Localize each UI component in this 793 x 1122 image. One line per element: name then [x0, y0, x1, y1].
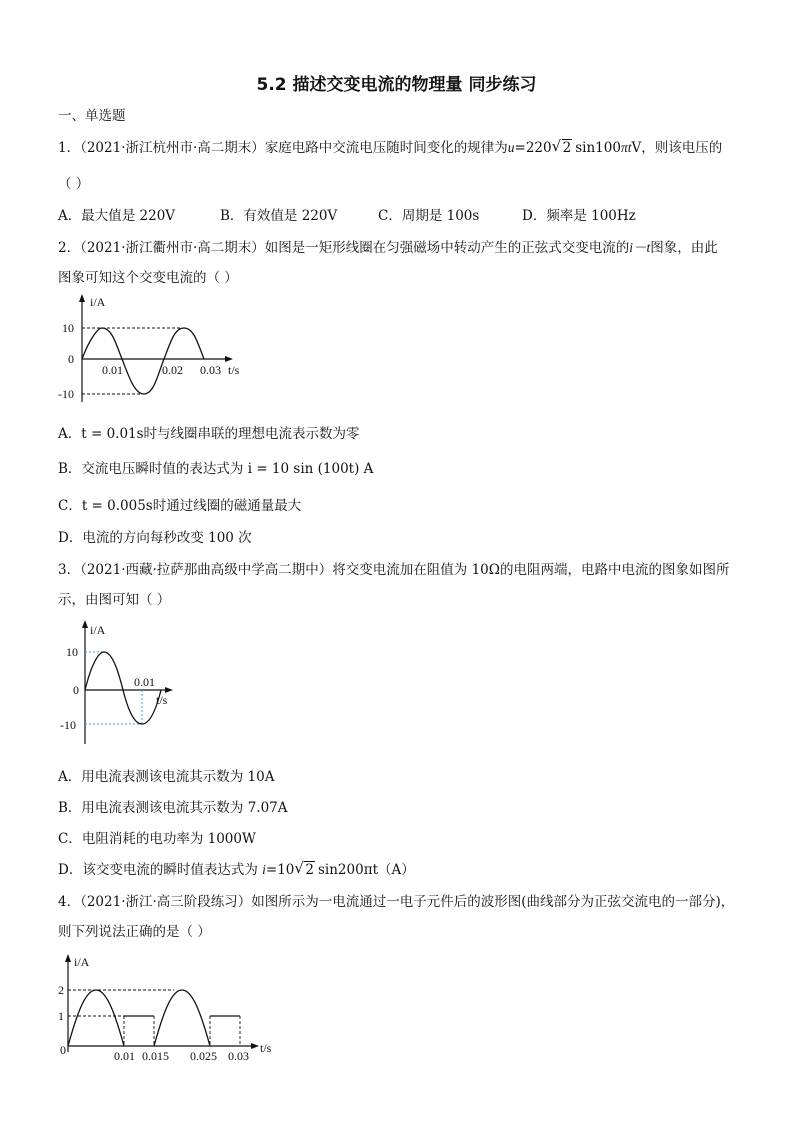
q2-option-c[interactable]: C．t = 0.005s时通过线圈的磁通量最大: [58, 498, 302, 514]
q4-x-tick-0015: 0.015: [142, 1049, 169, 1063]
q2-x-tick-002: 0.02: [162, 363, 183, 377]
q3-option-d-coef: =10: [265, 862, 295, 878]
q3-option-d-root: 2: [305, 862, 314, 878]
q4-half-wave-2: [154, 990, 210, 1046]
q3-y-tick-neg10: -10: [60, 718, 76, 732]
q3-graph: [58, 618, 188, 746]
q1-stem-line1: [58, 136, 722, 156]
q2-stem-line1: [58, 236, 718, 256]
q1-eq-root: 2: [562, 140, 572, 156]
q3-option-c[interactable]: C．电阻消耗的电功率为 1000W: [58, 831, 256, 847]
q2-stem-text2: 图象，由此: [650, 240, 718, 256]
q1-eq-t: t: [627, 140, 632, 155]
q1-stem-line2: （ ）: [58, 176, 90, 192]
q2-option-a[interactable]: A．t = 0.01s时与线圈串联的理想电流表示数为零: [58, 426, 360, 442]
q1-eq-var: u: [507, 140, 515, 155]
q3-y-tick-10: 10: [66, 645, 78, 659]
page-title: 5.2 描述交变电流的物理量 同步练习: [256, 75, 537, 95]
q2-y-tick-0: 0: [68, 352, 74, 366]
q3-y-label: i/A: [90, 623, 106, 637]
q3-option-d-text: D．该交变电流的瞬时值表达式为: [58, 862, 263, 878]
q2-x-arrow: [225, 356, 233, 362]
q3-option-d-i: i: [262, 862, 266, 877]
q4-half-wave-1: [68, 990, 124, 1046]
q1-option-d[interactable]: D．频率是 100Hz: [522, 208, 636, 224]
q4-x-tick-001: 0.01: [114, 1049, 135, 1063]
q2-x-tick-003: 0.03: [200, 363, 221, 377]
q3-option-a[interactable]: A．用电流表测该电流其示数为 10A: [58, 769, 275, 785]
q4-stem-line2: 则下列说法正确的是（ ）: [58, 924, 211, 940]
q1-eq-pi: π: [620, 140, 628, 155]
q4-y-tick-2: 2: [58, 983, 64, 997]
q2-graph: [58, 292, 258, 404]
q2-option-b[interactable]: B．交流电压瞬时值的表达式为 i = 10 sin (100t) A: [58, 461, 374, 477]
q2-y-label: i/A: [90, 295, 106, 309]
q1-eq-sin: sin100: [575, 140, 621, 156]
q2-x-tick-001: 0.01: [102, 363, 123, 377]
section-heading: 一、单选题: [58, 108, 126, 124]
q1-eq-coef: =220: [514, 140, 552, 156]
q1-option-a[interactable]: A．最大值是 220V: [58, 208, 176, 224]
q3-x-label: t/s: [156, 693, 168, 707]
q1-eq-unit: V，则该电压的: [631, 140, 723, 156]
q4-x-tick-003: 0.03: [228, 1049, 249, 1063]
q3-y-tick-0: 0: [73, 683, 79, 697]
q3-option-d-sqrt: [294, 862, 315, 878]
q3-stem-line2: 示，由图可知（ ）: [58, 592, 171, 608]
q2-stem-it: i－t: [629, 240, 651, 255]
q4-y-tick-0: 0: [60, 1043, 66, 1057]
q3-option-d-post: sin200πt（A）: [317, 862, 415, 878]
q1-eq-sqrt: [552, 140, 573, 156]
q4-stem-line1: 4．（2021·浙江·高三阶段练习）如图所示为一电流通过一电子元件后的波形图(曲线部分为正弦交流电的一部分)，: [58, 894, 735, 910]
q3-stem-line1: 3．（2021·西藏·拉萨那曲高级中学高二期中）将交变电流加在阻值为 10Ω的电阻两端，电路中电流的图象如图所: [58, 562, 730, 578]
q2-y-tick-neg10: -10: [58, 387, 74, 401]
q2-x-label: t/s: [228, 363, 240, 377]
q4-y-arrow: [65, 954, 71, 962]
q2-option-d[interactable]: D．电流的方向每秒改变 100 次: [58, 530, 252, 546]
q3-y-arrow: [82, 620, 88, 628]
q2-stem-text: 2．（2021·浙江衢州市·高二期末）如图是一矩形线圈在匀强磁场中转动产生的正弦式交变电流的: [58, 240, 630, 256]
q4-x-tick-0025: 0.025: [190, 1049, 217, 1063]
q3-x-tick-001: 0.01: [134, 675, 155, 689]
q4-x-label: t/s: [260, 1041, 272, 1055]
q3-option-b[interactable]: B．用电流表测该电流其示数为 7.07A: [58, 800, 288, 816]
q1-option-b[interactable]: B．有效值是 220V: [220, 208, 338, 224]
q2-sine-curve: [82, 328, 204, 394]
q4-x-arrow: [251, 1043, 259, 1049]
q4-graph: [58, 952, 288, 1064]
q1-stem-text: 1．（2021·浙江杭州市·高二期末）家庭电路中交流电压随时间变化的规律为: [58, 140, 508, 156]
q4-y-label: i/A: [74, 955, 90, 969]
q4-y-tick-1: 1: [58, 1009, 64, 1023]
q1-option-c[interactable]: C．周期是 100s: [378, 208, 480, 224]
q2-y-tick-10: 10: [62, 321, 74, 335]
q2-y-arrow: [79, 294, 85, 302]
q3-option-d[interactable]: [58, 858, 415, 878]
q2-stem-line2: 图象可知这个交变电流的（ ）: [58, 270, 238, 286]
